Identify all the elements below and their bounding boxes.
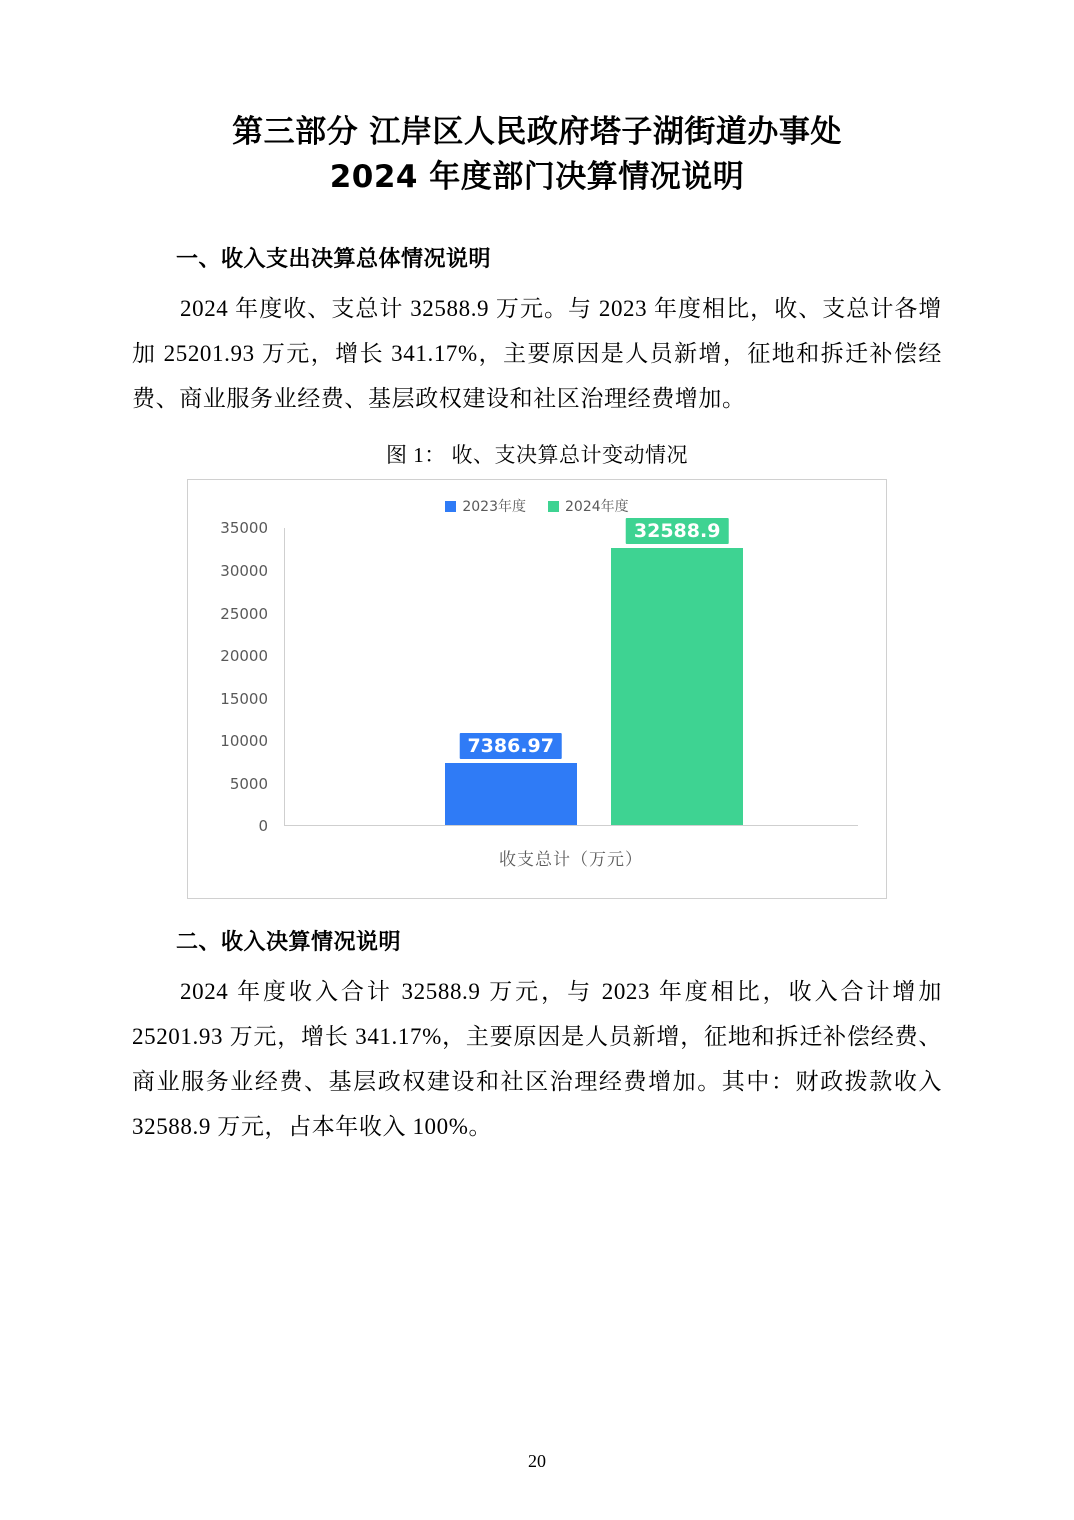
section-paragraph-2: 2024 年度收入合计 32588.9 万元，与 2023 年度相比，收入合计增加 25201.93 万元，增长 341.17%，主要原因是人员新增，征地和拆迁补偿经费、商业服务业经费、基层政权建设和社区治理经费增加。其中：财政拨款收入 32588.9 万元，占本年收入 100%。: [132, 979, 942, 1139]
bar-2023: [445, 734, 577, 826]
legend-item-2024: [548, 496, 629, 516]
y-tick-30000: 30000: [220, 561, 268, 580]
legend-label-2023: 2023年度: [462, 499, 526, 516]
bar-chart: [187, 479, 887, 899]
section-heading-1: 一、收入支出决算总体情况说明: [176, 246, 492, 272]
page-number: 20: [528, 1451, 546, 1471]
bars-group: [284, 519, 858, 826]
y-tick-35000: 35000: [220, 519, 268, 538]
legend-item-2023: [445, 496, 526, 516]
y-tick-15000: 15000: [220, 689, 268, 708]
y-tick-10000: 10000: [220, 732, 268, 751]
y-axis: [188, 519, 276, 836]
bar-label-2024: 32588.9: [626, 518, 729, 544]
y-tick-20000: 20000: [220, 647, 268, 666]
legend-label-2024: 2024年度: [565, 499, 629, 516]
figure-caption: 图 1： 收、支决算总计变动情况: [386, 443, 688, 468]
legend-swatch-2024: [548, 501, 559, 512]
chart-plot-area: [284, 519, 858, 826]
bar-label-2023: 7386.97: [459, 733, 562, 759]
y-tick-5000: 5000: [229, 774, 268, 793]
y-tick-0: 0: [258, 817, 268, 836]
section-heading-2: 二、收入决算情况说明: [176, 930, 402, 956]
legend-swatch-2023: [445, 501, 456, 512]
page-title-line-2: 2024 年度部门决算情况说明: [329, 158, 745, 195]
page-title: [132, 110, 942, 200]
chart-legend: [188, 496, 886, 516]
x-axis-label: 收支总计（万元）: [499, 850, 643, 871]
y-tick-25000: 25000: [220, 604, 268, 623]
page-title-line-1: 第三部分 江岸区人民政府塔子湖街道办事处: [232, 114, 842, 150]
section-paragraph-1: 2024 年度收、支总计 32588.9 万元。与 2023 年度相比，收、支总计各增加 25201.93 万元，增长 341.17%，主要原因是人员新增，征地和拆迁补偿经费、商业服务业经费、基层政权建设和社区治理经费增加。: [132, 295, 942, 411]
bar-2024: [611, 519, 743, 825]
